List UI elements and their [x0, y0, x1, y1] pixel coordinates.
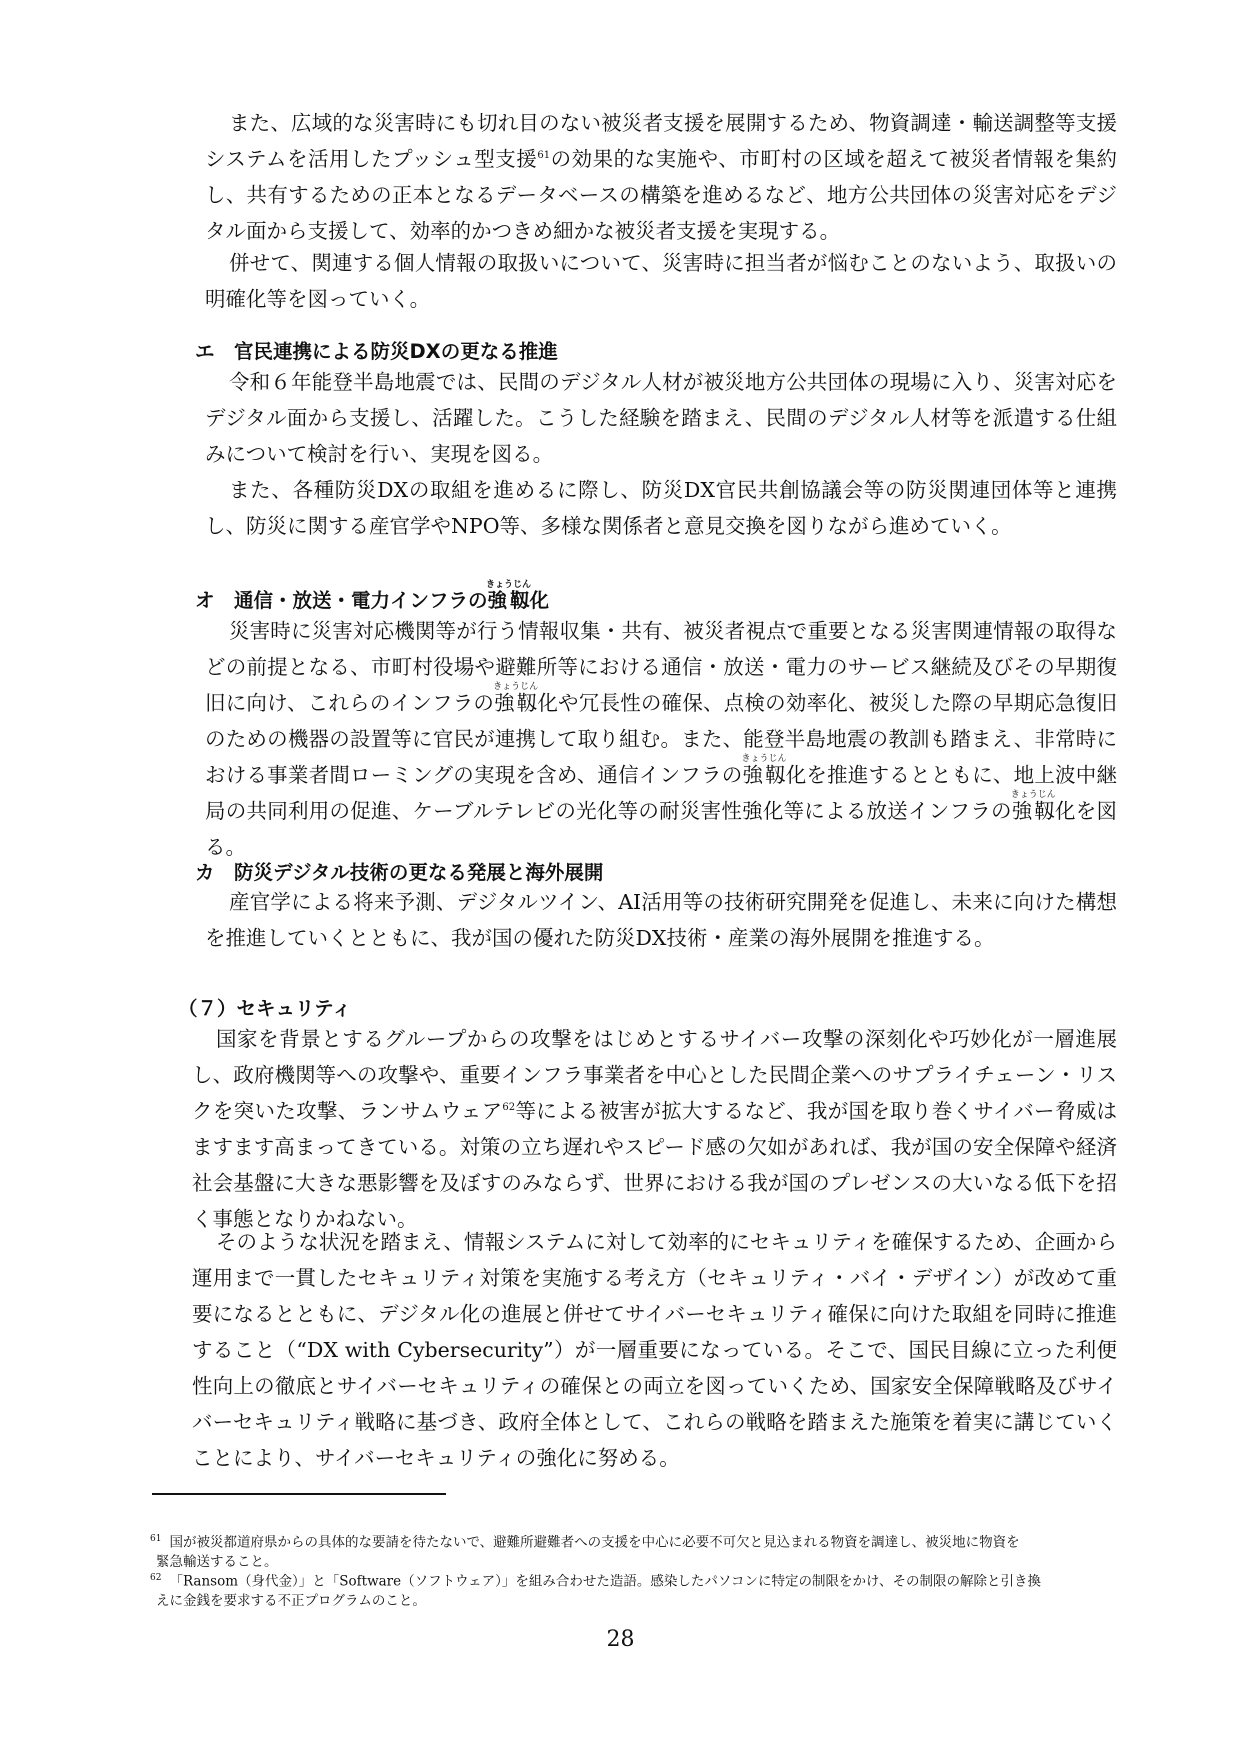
- paragraph-infrastructure: 災害時に災害対応機関等が行う情報収集・共有、被災者視点で重要となる災害関連情報の取得などの前提となる、市町村役場や避難所等における通信・放送・電力のサービス継続及びその早期復旧に向け、これらのインフラの強靱きょうじん化や冗長性の確保、点検の効率化、被災した際の早期応急復旧のための機器の設置等に官民が連携して取り組む。また、能登半島地震の教訓も踏まえ、非常時における事業者間ローミングの実現を含め、通信インフラの強靱きょうじん化を推進するとともに、地上波中継局の共同利用の促進、ケーブルテレビの光化等の耐災害性強化等による放送インフラの強靱きょうじん化を図る。: [205, 619, 1118, 859]
- paragraph-text: の効果的な実施や、市町村の区域を超えて被災者情報を集約し、: [205, 147, 1117, 207]
- footnote-number: 62: [150, 1573, 162, 1583]
- ruby-kyoujin: 強靱きょうじん: [741, 754, 787, 787]
- heading-o-infrastructure: [195, 580, 549, 613]
- paragraph-text: また、広域的な災害時にも切れ目のない被災者支援を展開するため、物資調達・輸送調整等支援シ: [205, 111, 1117, 171]
- paragraph-text: 共有するための正本となるデータベースの構築を進めるなど、地方公共団体の災害対応をデジタル面から支援して、効率的かつきめ細かな被災者支援を実現する。: [205, 183, 1118, 243]
- ruby-kyoujin: 強靱きょうじん: [493, 682, 539, 715]
- footnote-61: $^{61}$ 国が被災都道府県からの具体的な要請を待たないで、避難所避難者への支援を中心に必要不可欠と見込まれる物資を調達し、被災地に物資を 緊急輸送すること。: [150, 1534, 1020, 1570]
- ruby-kyoujin: 強靱きょうじん: [486, 580, 532, 612]
- paragraph-security-by-design: そのような状況を踏まえ、情報システムに対して効率的にセキュリティを確保するため、企画から運用まで一貫したセキュリティ対策を実施する考え方（セキュリティ・バイ・デザイン）が改めて重要になるとともに、デジタル化の進展と併せてサイバーセキュリティ確保に向けた取組を同時に推進すること（“DX with Cybersecurity”）が一層重要になっている。そこで、国民目線に立った利便性向上の徹底とサイバーセキュリティの確保との両立を図っていくため、国家安全保障戦略及びサイバーセキュリティ戦略に基づき、政府全体として、これらの戦略を踏まえた施策を着実に講じていくことにより、サイバーセキュリティの強化に努める。: [192, 1230, 1117, 1470]
- paragraph-cyber-threat: 国家を背景とするグループからの攻撃をはじめとするサイバー攻撃の深刻化や巧妙化が一層進展し、政府機関等への攻撃や、重要インフラ事業者を中心とした民間企業へのサプライチェーン・リスクを突いた攻撃、ランサムウェア$^{62}$等による被害が拡大するなど、我が国を取り巻くサイバー脅威はますます高まってきている。対策の立ち遅れやスピード感の欠如があれば、我が国の安全保障や経済社会基盤に大きな悪影響を及ぼすのみならず、世界における我が国のプレゼンスの大いなる低下を招く事態となりかねない。: [192, 1027, 1118, 1231]
- heading-7-security: （７）セキュリティ: [178, 997, 352, 1020]
- paragraph-disaster-support: [205, 105, 1117, 249]
- paragraph-digital-tech: 産官学による将来予測、デジタルツイン、AI活用等の技術研究開発を促進し、未来に向けた構想を推進していくとともに、我が国の優れた防災DX技術・産業の海外展開を推進する。: [205, 890, 1117, 950]
- footnote-number: 61: [150, 1534, 162, 1544]
- paragraph-noto-digital: 令和６年能登半島地震では、民間のデジタル人材が被災地方公共団体の現場に入り、災害対応をデジタル面から支援し、活躍した。こうした経験を踏まえ、民間のデジタル人材等を派遣する仕組みについて検討を行い、実現を図る。: [205, 370, 1117, 466]
- footnote-62: $^{62}$ 「Ransom（身代金）」と「Software（ソフトウェア）」を組み合わせた造語。感染したパソコンに特定の制限をかけ、その制限の解除と引き換 えに金銭を要求する不正プログラムのこと。: [150, 1573, 1042, 1609]
- page-number: 28: [606, 1627, 635, 1652]
- ruby-kyoujin: 強靱きょうじん: [1010, 790, 1056, 823]
- paragraph-text: ステムを活用したプッシュ型支援: [225, 147, 538, 171]
- heading-text: オ 通信・放送・電力インフラの: [195, 589, 488, 612]
- paragraph-personal-info: 併せて、関連する個人情報の取扱いについて、災害時に担当者が悩むことのないよう、取扱いの明確化等を図っていく。: [205, 251, 1117, 311]
- footnote-divider: [152, 1493, 446, 1495]
- footnote-ref-62[interactable]: 62: [502, 1102, 516, 1114]
- heading-text: 化: [529, 589, 550, 612]
- heading-ka-digital-tech: カ 防災デジタル技術の更なる発展と海外展開: [195, 861, 604, 884]
- heading-e-public-private: エ 官民連携による防災DXの更なる推進: [195, 340, 558, 363]
- footnote-ref-61[interactable]: 61: [537, 150, 551, 162]
- paragraph-dx-council: また、各種防災DXの取組を進めるに際し、防災DX官民共創協議会等の防災関連団体等と連携し、防災に関する産官学やNPO等、多様な関係者と意見交換を図りながら進めていく。: [205, 478, 1117, 538]
